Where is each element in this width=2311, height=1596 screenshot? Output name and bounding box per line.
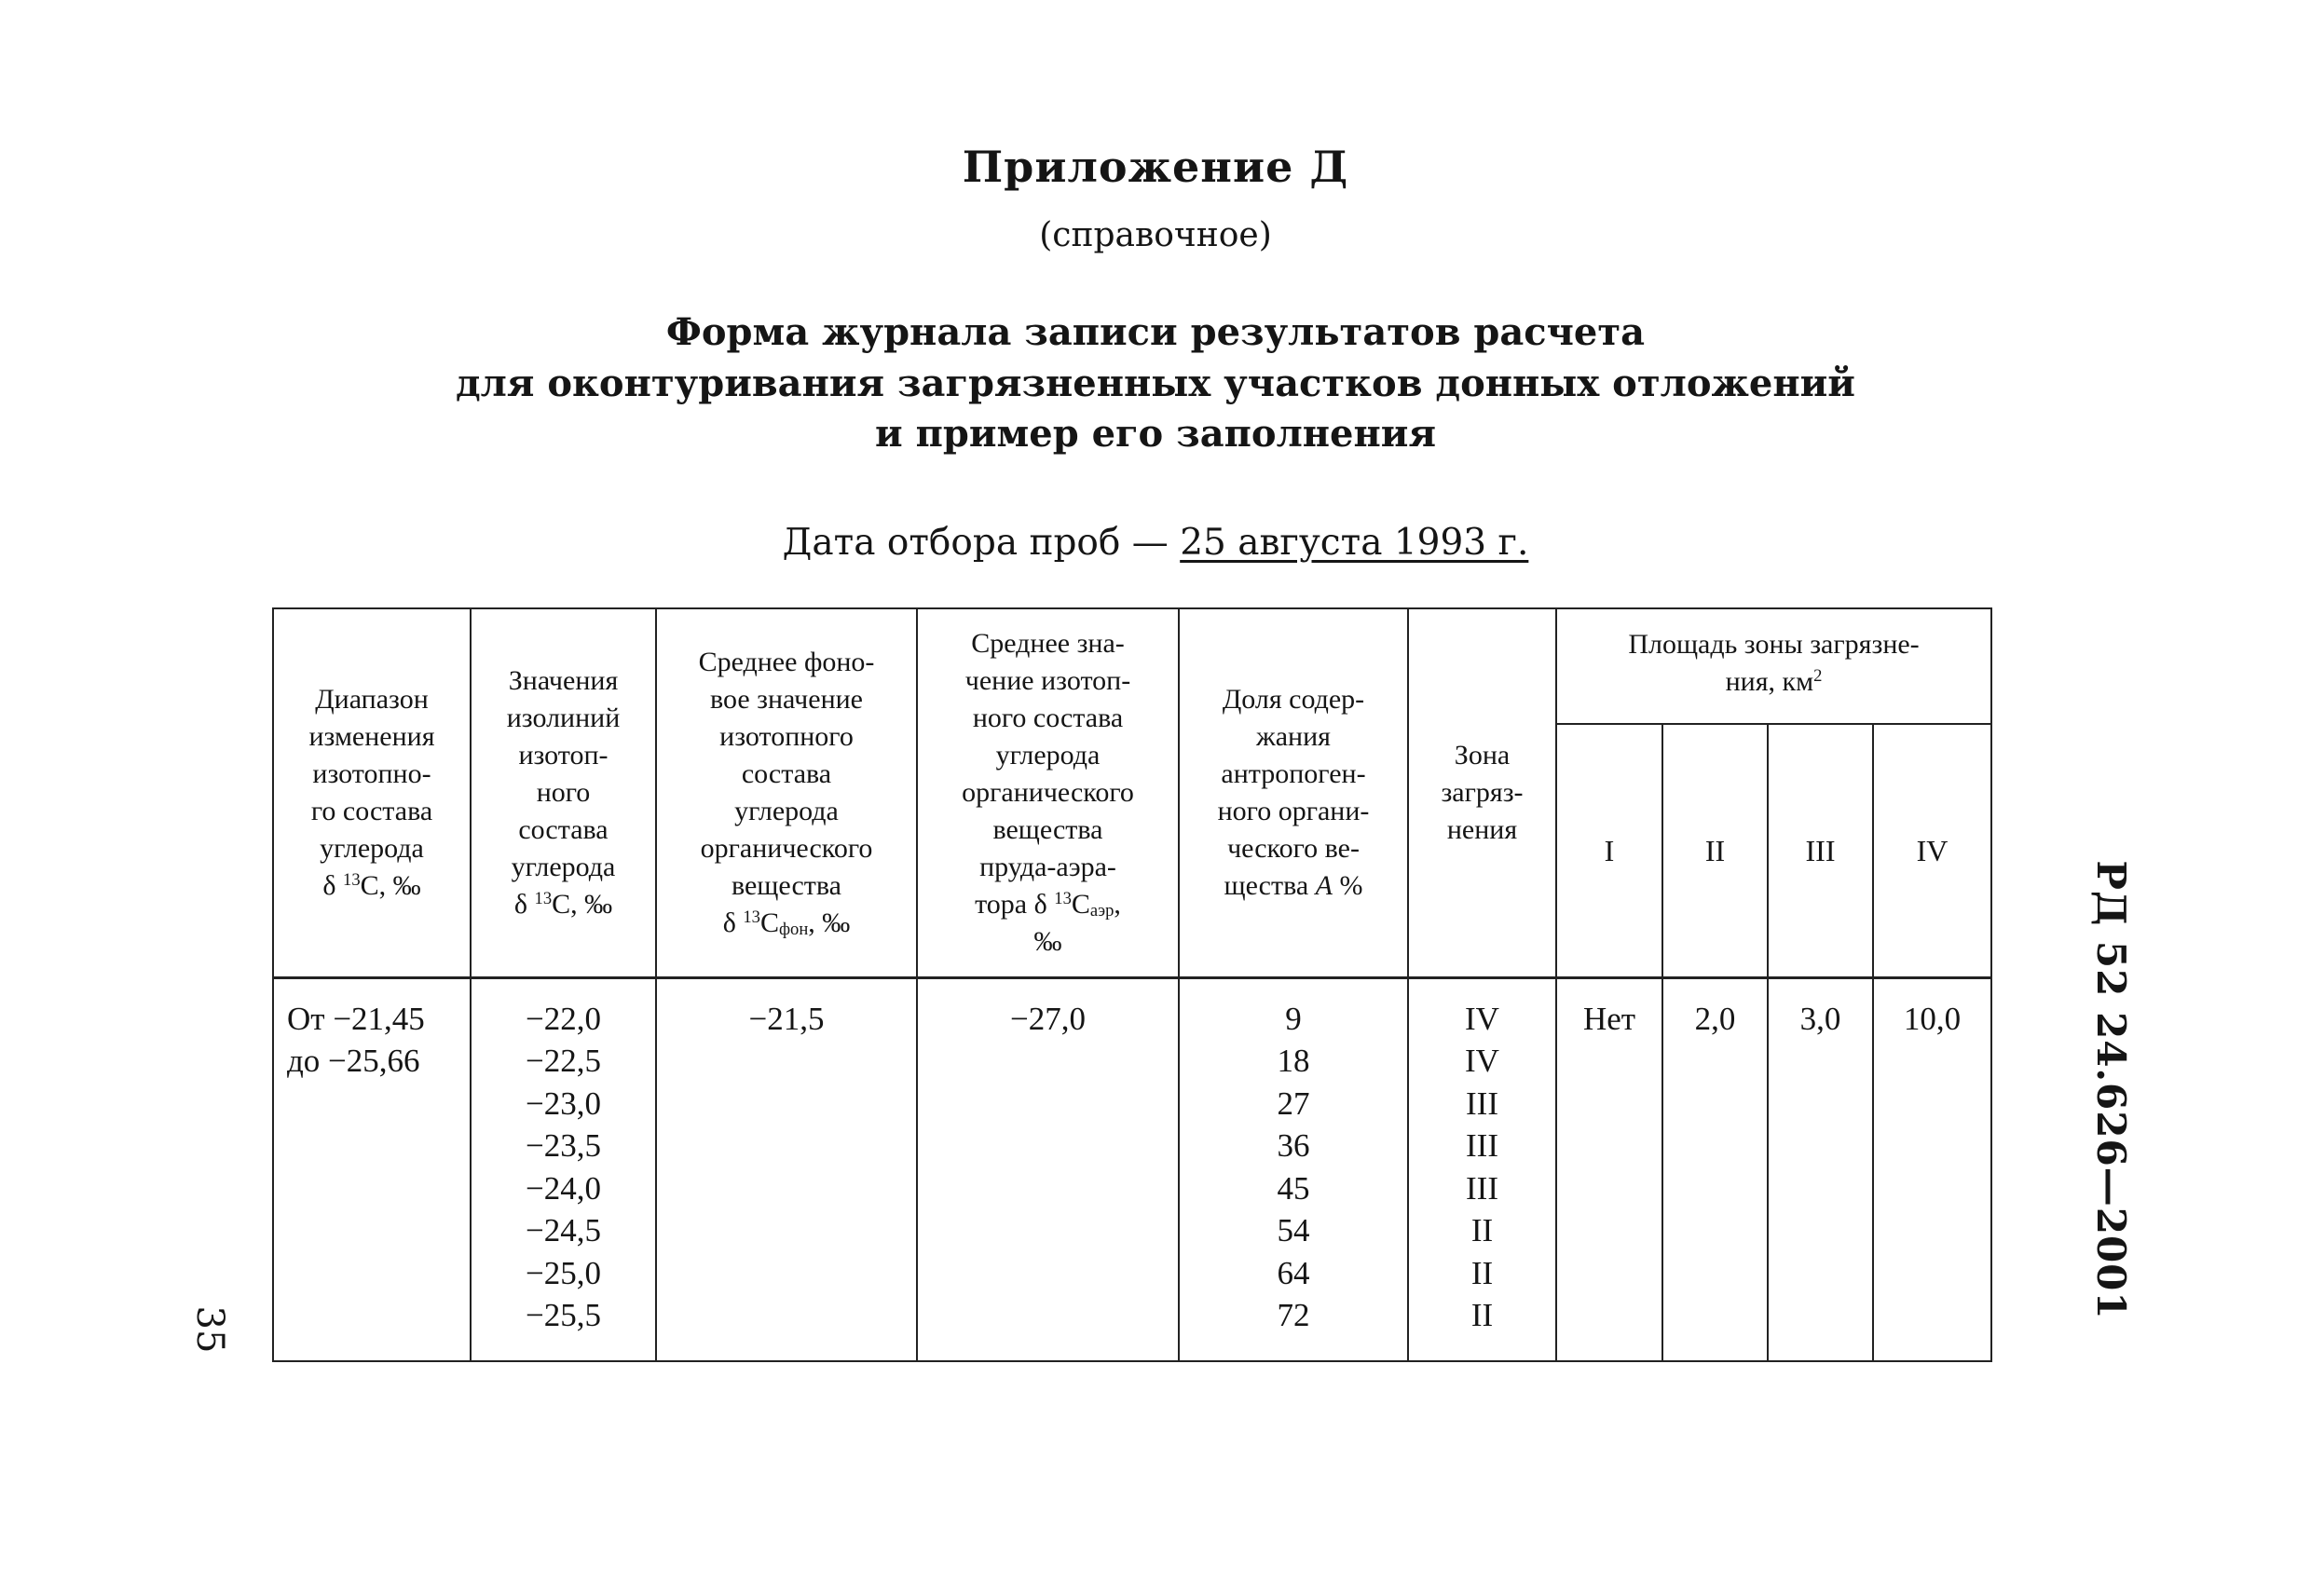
cell-area-zone-4: 10,0 — [1873, 977, 1991, 1361]
zone-value: IV — [1465, 1000, 1499, 1037]
isoline-value: −23,5 — [526, 1127, 601, 1164]
share-value: 18 — [1277, 1043, 1310, 1079]
share-value: 45 — [1277, 1169, 1310, 1207]
isoline-value: −24,0 — [526, 1169, 601, 1207]
isoline-value: −25,0 — [526, 1254, 601, 1291]
isoline-value: −25,5 — [526, 1297, 601, 1333]
zone-value: II — [1470, 1212, 1494, 1248]
cell-area-zone-2: 2,0 — [1662, 977, 1768, 1361]
header-anthropogenic-share — [1179, 608, 1408, 977]
cell-zones — [1408, 977, 1556, 1361]
zone-value: II — [1470, 1297, 1494, 1333]
isoline-value: −24,5 — [526, 1212, 601, 1248]
share-value: 9 — [1285, 1000, 1302, 1037]
page-number: 35 — [188, 1305, 231, 1354]
cell-range — [273, 977, 471, 1361]
isoline-value: −22,0 — [526, 1000, 601, 1037]
zone-value: IV — [1465, 1043, 1499, 1079]
header-background-value — [656, 608, 917, 977]
header-pollution-zone — [1408, 608, 1556, 977]
cell-isolines — [471, 977, 656, 1361]
header-isolines-lines: Значения изолиний изотоп- ного состава углерода δ $^{13}$С, ‰ — [506, 664, 621, 920]
isoline-value: −22,5 — [526, 1043, 601, 1079]
document-code: РД 52 24.626—2001 — [2088, 860, 2134, 1320]
zone-value: III — [1466, 1127, 1498, 1164]
cell-background-value: −21,5 — [656, 977, 917, 1361]
form-title-line-2: для оконтуривания загрязненных участков донных отложений — [456, 361, 1855, 405]
form-title-line-3: и пример его заполнения — [875, 412, 1436, 456]
share-value: 54 — [1277, 1212, 1310, 1248]
cell-shares — [1179, 977, 1408, 1361]
sampling-date-line — [0, 522, 2311, 564]
cell-area-zone-1: Нет — [1556, 977, 1662, 1361]
form-title-line-1: Форма журнала записи результатов расчета — [665, 310, 1646, 354]
cell-aerator-value: −27,0 — [917, 977, 1179, 1361]
share-value: 36 — [1277, 1127, 1310, 1164]
sampling-date-value: 25 августа 1993 г. — [1180, 522, 1529, 564]
isoline-value: −23,0 — [526, 1084, 601, 1122]
header-aerator-value — [917, 608, 1179, 977]
header-pollution-area — [1556, 608, 1991, 724]
range-from: От −21,45 — [287, 1000, 425, 1037]
appendix-title: Приложение Д — [962, 142, 1349, 192]
header-area-zone-2: II — [1662, 724, 1768, 977]
header-area-zone-3: III — [1768, 724, 1873, 977]
header-range-lines: Диапазон изменения изотопно- го состава углерода δ $^{13}$С, ‰ — [308, 683, 435, 901]
header-range — [273, 608, 471, 977]
header-isolines — [471, 608, 656, 977]
header-background-lines: Среднее фоно- вое значение изотопного состава углерода органического вещества δ $^{13}С_{фон}$, ‰ — [698, 646, 875, 939]
cell-area-zone-3: 3,0 — [1768, 977, 1873, 1361]
zone-value: III — [1466, 1084, 1498, 1122]
share-value: 27 — [1277, 1084, 1310, 1122]
header-area-zone-1: I — [1556, 724, 1662, 977]
table-row — [273, 977, 1991, 1361]
journal-table — [272, 607, 1992, 1362]
header-area-lines: Площадь зоны загрязне- ния, $км^2$ — [1628, 629, 1920, 697]
share-value: 72 — [1277, 1297, 1310, 1333]
sampling-date-label: Дата отбора проб — — [782, 522, 1181, 564]
zone-value: III — [1466, 1169, 1498, 1207]
zone-value: II — [1470, 1254, 1494, 1291]
appendix-note: (справочное) — [1039, 216, 1272, 254]
header-zone-lines: Зона загряз- нения — [1441, 739, 1524, 845]
header-area-zone-4: IV — [1873, 724, 1991, 977]
share-value: 64 — [1277, 1254, 1310, 1291]
header-share-lines: Доля содер- жания антропоген- ного органи- ческого ве- щества А % — [1217, 683, 1370, 901]
range-to: до −25,66 — [287, 1043, 420, 1079]
header-aerator-lines: Среднее зна- чение изотоп- ного состава углерода органического вещества пруда-аэра- тора δ $^{13}С_{аэр}$, ‰ — [962, 627, 1134, 957]
